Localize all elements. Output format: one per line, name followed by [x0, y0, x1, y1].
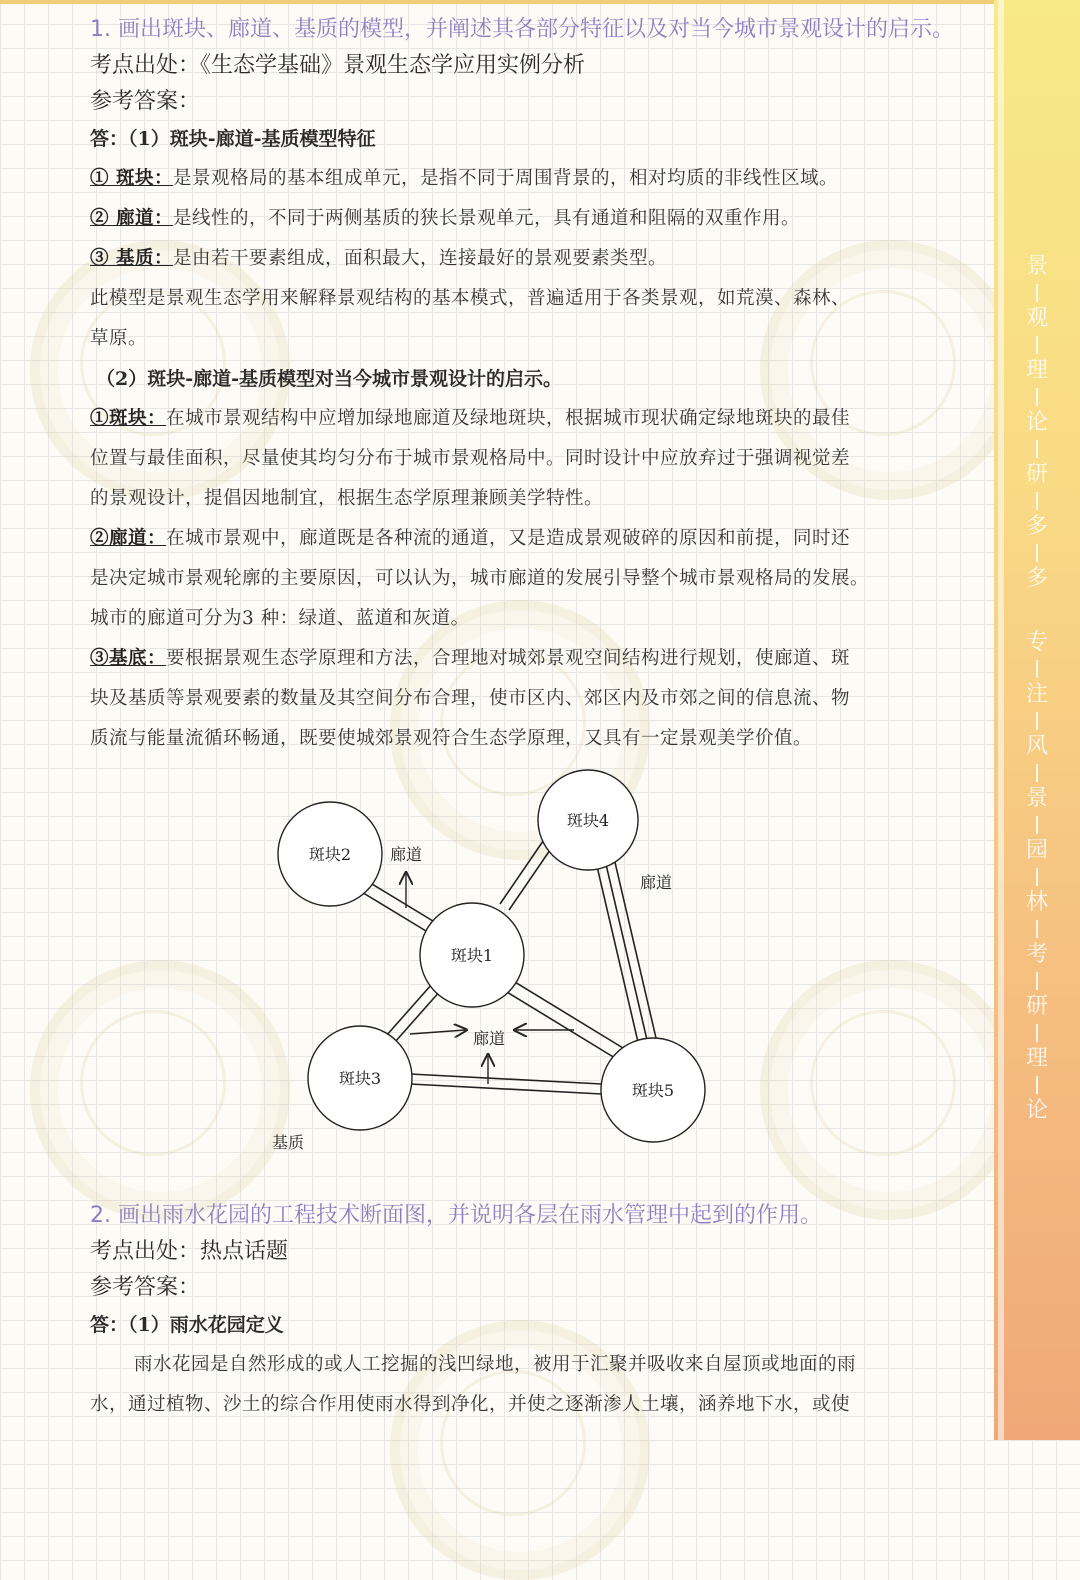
point-corridor: ② 廊道：是线性的，不同于两侧基质的狭长景观单元，具有通道和阻隔的双重作用。	[90, 208, 800, 229]
sidebar-char: 论	[1025, 1098, 1048, 1123]
paragraph-line: 位置与最佳面积，尽量使其均匀分布于城市景观格局中。同时设计中应放弃过于强调视觉差	[90, 448, 851, 469]
paragraph-line: 雨水花园是自然形成的或人工挖掘的浅凹绿地，被用于汇聚并吸收来自屋顶或地面的雨	[134, 1354, 857, 1375]
point-matrix: ③ 基质：是由若干要素组成，面积最大，连接最好的景观要素类型。	[90, 248, 667, 269]
matrix-label: 基质	[272, 1133, 305, 1152]
point-label: ③ 基质：	[90, 248, 173, 269]
sidebar-char: 论	[1025, 410, 1048, 435]
sidebar-char: 专	[1025, 630, 1048, 655]
patch-3-label: 斑块3	[338, 1069, 382, 1088]
question-1-answer-label: 参考答案：	[90, 89, 201, 114]
paragraph-line: 水，通过植物、沙土的综合作用使雨水得到净化，并使之逐渐渗人土壤，涵养地下水，或使	[90, 1394, 851, 1415]
paragraph-line: 块及基质等景观要素的数量及其空间分布合理，使市区内、郊区内及市郊之间的信息流、物	[90, 688, 851, 709]
sidebar-banner	[994, 0, 1080, 1440]
sidebar-char: 园	[1025, 838, 1048, 863]
paragraph-line: 质流与能量流循环畅通，既要使城郊景观符合生态学原理，又具有一定景观美学价值。	[90, 728, 813, 749]
sidebar-char: 研	[1025, 994, 1048, 1019]
sidebar-separator	[1036, 1024, 1038, 1042]
question-1-title: 1. 画出斑块、廊道、基质的模型，并阐述其各部分特征以及对当今城市景观设计的启示。	[90, 17, 954, 42]
point-label: ② 廊道：	[90, 208, 173, 229]
sidebar-char: 风	[1025, 734, 1048, 759]
corridor-label: 廊道	[473, 1029, 506, 1048]
patch-1-label: 斑块1	[450, 946, 494, 965]
corridor-line	[410, 1074, 602, 1084]
sidebar-separator	[1036, 972, 1038, 990]
sidebar-separator	[1036, 816, 1038, 834]
question-2-source: 考点出处：热点话题	[90, 1239, 289, 1264]
patch-2-label: 斑块2	[308, 845, 352, 864]
sidebar-char: 景	[1025, 254, 1048, 279]
watermark-seal	[30, 960, 290, 1220]
top-rule	[0, 0, 994, 4]
sidebar-separator	[1036, 660, 1038, 678]
sidebar-char: 景	[1025, 786, 1048, 811]
sidebar-char: 多	[1025, 566, 1048, 591]
point-label: ①斑块：	[90, 408, 167, 429]
corridor-label: 廊道	[390, 845, 423, 864]
answer-heading-2: （2）斑块-廊道-基质模型对当今城市景观设计的启示。	[96, 368, 562, 390]
watermark-seal	[760, 960, 1020, 1220]
sidebar-separator	[1036, 440, 1038, 458]
sidebar-char: 林	[1025, 890, 1048, 915]
answer-heading-3: 答：（1）雨水花园定义	[90, 1314, 284, 1336]
sidebar-separator	[1036, 492, 1038, 510]
corridor-label: 廊道	[640, 873, 673, 892]
question-1-source: 考点出处：《生态学基础》景观生态学应用实例分析	[90, 53, 586, 78]
patch-5-label: 斑块5	[631, 1081, 675, 1100]
sidebar-vertical-text	[994, 250, 1080, 1128]
paragraph-line: 此模型是景观生态学用来解释景观结构的基本模式，普遍适用于各类景观，如荒漠、森林、	[90, 288, 851, 309]
sidebar-separator	[1036, 336, 1038, 354]
sidebar-char: 理	[1025, 1046, 1048, 1071]
answer-heading-1: 答：（1）斑块-廊道-基质模型特征	[90, 128, 376, 150]
corridor-line	[395, 990, 441, 1042]
corridor-arrow	[410, 1030, 465, 1034]
sidebar-char: 考	[1025, 942, 1048, 967]
sidebar-char: 注	[1025, 682, 1048, 707]
sidebar-separator	[1036, 544, 1038, 562]
point-label: ③基底：	[90, 648, 167, 669]
corridor-line	[386, 984, 432, 1036]
paragraph-line: 城市的廊道可分为3 种：绿道、蓝道和灰道。	[90, 608, 470, 629]
insight-matrix: ③基底：要根据景观生态学原理和方法，合理地对城郊景观空间结构进行规划，使廊道、斑	[90, 648, 851, 669]
point-label: ① 斑块：	[90, 168, 173, 189]
corridor-line	[596, 862, 638, 1042]
insight-patch: ①斑块：在城市景观结构中应增加绿地廊道及绿地斑块，根据城市现状确定绿地斑块的最佳	[90, 408, 851, 429]
sidebar-separator	[1036, 284, 1038, 302]
paragraph-line: 的景观设计，提倡因地制宜，根据生态学原理兼顾美学特性。	[90, 488, 604, 509]
corridor-line	[410, 1084, 602, 1094]
sidebar-separator	[1036, 764, 1038, 782]
insight-corridor: ②廊道：在城市景观中，廊道既是各种流的通道，又是造成景观破碎的原因和前提，同时还	[90, 528, 851, 549]
patch-corridor-matrix-diagram	[260, 760, 720, 1160]
sidebar-char: 多	[1025, 514, 1048, 539]
sidebar-separator	[1036, 388, 1038, 406]
sidebar-separator	[1036, 712, 1038, 730]
point-patch: ① 斑块：是景观格局的基本组成单元，是指不同于周围背景的，相对均质的非线性区域。	[90, 168, 838, 189]
question-2-answer-label: 参考答案：	[90, 1275, 201, 1300]
sidebar-char: 理	[1025, 358, 1048, 383]
sidebar-separator	[1036, 920, 1038, 938]
sidebar-char: 观	[1025, 306, 1048, 331]
sidebar-char: 研	[1025, 462, 1048, 487]
point-label: ②廊道：	[90, 528, 167, 549]
sidebar-separator	[1036, 868, 1038, 886]
paragraph-line: 是决定城市景观轮廓的主要原因，可以认为，城市廊道的发展引导整个城市景观格局的发展。	[90, 568, 870, 589]
question-2-title: 2. 画出雨水花园的工程技术断面图，并说明各层在雨水管理中起到的作用。	[90, 1203, 822, 1228]
sidebar-separator	[1036, 1076, 1038, 1094]
paragraph-line: 草原。	[90, 328, 148, 349]
patch-4-label: 斑块4	[566, 811, 610, 830]
